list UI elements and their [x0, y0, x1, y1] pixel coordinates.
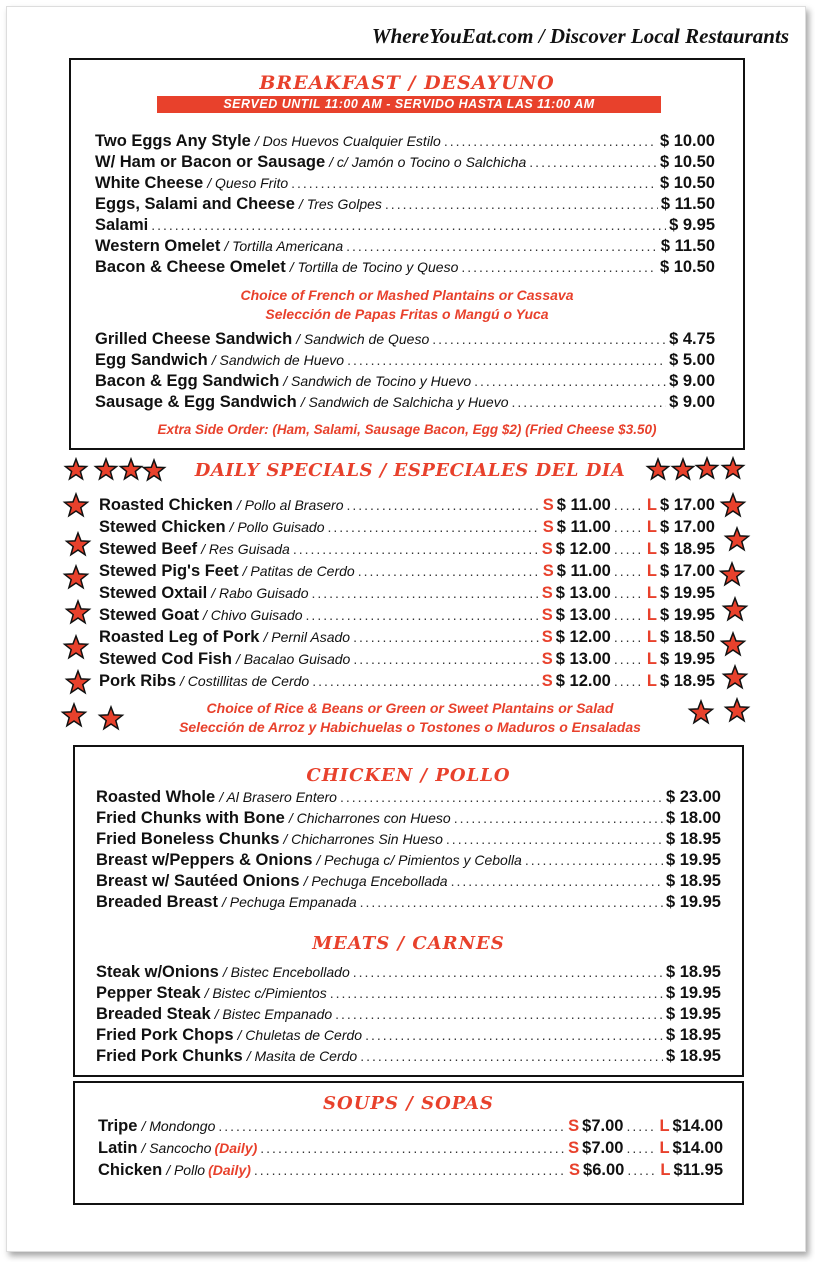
- site-header: WhereYouEat.com / Discover Local Restaurants: [371, 24, 789, 48]
- large-price: $ 17.00: [659, 496, 715, 514]
- large-price: $ 19.95: [659, 584, 715, 602]
- small-price: $7.00: [582, 1139, 624, 1157]
- item-spanish-name: / Chivo Guisado: [202, 607, 303, 623]
- chicken-meats-section: [73, 745, 744, 1077]
- star-icon: [724, 666, 747, 688]
- star-icon: [65, 636, 88, 658]
- menu-item: [98, 1117, 723, 1139]
- item-price: $ 18.95: [665, 872, 721, 890]
- item-price: $ 18.95: [665, 963, 721, 981]
- item-spanish-name: / Masita de Cerdo: [246, 1048, 358, 1064]
- large-price: $11.95: [673, 1161, 723, 1179]
- item-spanish-name: / Pollo: [166, 1162, 206, 1178]
- dot-leader: [626, 1118, 656, 1134]
- item-name: Pepper Steak: [96, 984, 201, 1002]
- extra-side-order: Extra Side Order: (Ham, Salami, Sausage Bacon, Egg $2) (Fried Cheese $3.50): [157, 422, 657, 437]
- dot-leader: [254, 1162, 566, 1178]
- item-name: Breaded Steak: [96, 1005, 211, 1023]
- star-icon: [648, 459, 669, 479]
- item-price: $ 19.95: [665, 1005, 721, 1023]
- menu-item: [96, 830, 721, 851]
- small-label: S: [542, 562, 554, 580]
- large-price: $ 19.95: [659, 650, 715, 668]
- small-price: $ 11.00: [556, 518, 611, 536]
- large-label: L: [646, 562, 657, 580]
- item-spanish-name: / Bistec c/Pimientos: [204, 985, 327, 1001]
- item-spanish-name: / Dos Huevos Cualquier Estilo: [254, 133, 441, 149]
- item-name: Egg Sandwich: [95, 351, 208, 369]
- star-icon: [121, 459, 142, 479]
- star-icon: [673, 459, 694, 479]
- item-price: $ 9.00: [669, 372, 715, 390]
- item-spanish-name: / Tortilla de Tocino y Queso: [289, 259, 459, 275]
- dot-leader: [451, 873, 663, 889]
- large-label: L: [659, 1117, 670, 1135]
- large-price: $ 17.00: [659, 562, 715, 580]
- item-spanish-name: / Sancocho: [141, 1140, 212, 1156]
- item-spanish-name: / Sandwich de Tocino y Huevo: [283, 373, 472, 389]
- star-icon: [100, 707, 123, 729]
- small-label: S: [542, 496, 554, 514]
- item-name: Stewed Chicken: [99, 518, 226, 536]
- item-spanish-name: / Bacalao Guisado: [235, 651, 351, 667]
- item-name: Sausage & Egg Sandwich: [95, 393, 297, 411]
- menu-item: [96, 872, 721, 893]
- large-label: L: [646, 606, 657, 624]
- breakfast-choice-en: Choice of French or Mashed Plantains or Cassava: [240, 287, 574, 303]
- breakfast-choice-es: Selección de Papas Fritas o Mangú o Yuca: [265, 306, 549, 322]
- small-price: $ 13.00: [555, 606, 611, 624]
- item-price: $ 10.50: [659, 153, 715, 171]
- menu-item: [96, 1026, 721, 1047]
- item-name: Western Omelet: [95, 237, 221, 255]
- star-icon: [67, 533, 90, 555]
- item-name: Roasted Chicken: [99, 496, 233, 514]
- breakfast-title: BREAKFAST / DESAYUNO: [259, 72, 555, 94]
- star-icon: [63, 704, 86, 726]
- large-label: L: [646, 628, 657, 646]
- star-icon: [690, 701, 713, 723]
- item-name: Breaded Breast: [96, 893, 218, 911]
- small-price: $ 12.00: [555, 540, 611, 558]
- item-spanish-name: / Rabo Guisado: [211, 585, 309, 601]
- star-icon: [724, 598, 747, 620]
- menu-item: [96, 788, 721, 809]
- item-name: White Cheese: [95, 174, 204, 192]
- large-price: $14.00: [672, 1139, 723, 1157]
- item-name: Pork Ribs: [99, 672, 177, 690]
- item-price: $ 10.50: [659, 258, 715, 276]
- item-name: Steak w/Onions: [96, 963, 219, 981]
- small-label: S: [541, 540, 553, 558]
- item-price: $ 23.00: [665, 788, 721, 806]
- item-name: Stewed Beef: [99, 540, 198, 558]
- item-spanish-name: / Res Guisada: [201, 541, 290, 557]
- small-label: S: [541, 650, 553, 668]
- small-price: $6.00: [583, 1161, 625, 1179]
- small-price: $ 12.00: [555, 628, 611, 646]
- item-name: Latin: [98, 1139, 138, 1157]
- dot-leader: [525, 852, 663, 868]
- menu-item: [96, 1047, 721, 1068]
- item-spanish-name: / Chicharrones con Hueso: [288, 810, 451, 826]
- small-label: S: [541, 628, 553, 646]
- item-spanish-name: / Pollo Guisado: [229, 519, 325, 535]
- item-spanish-name: / Queso Frito: [207, 175, 289, 191]
- large-label: L: [646, 672, 657, 690]
- dot-leader: [330, 985, 663, 1001]
- item-spanish-name: / c/ Jamón o Tocino o Salchicha: [329, 154, 527, 170]
- small-price: $7.00: [582, 1117, 624, 1135]
- large-label: L: [660, 1161, 671, 1179]
- item-name: Tripe: [98, 1117, 138, 1135]
- item-price: $ 18.95: [665, 830, 721, 848]
- item-name: Fried Chunks with Bone: [96, 809, 285, 827]
- item-price: $ 4.75: [669, 330, 715, 348]
- dot-leader: [626, 1140, 656, 1156]
- item-price: $ 18.95: [665, 1047, 721, 1065]
- menu-item: [96, 984, 721, 1005]
- menu-item: [96, 851, 721, 872]
- item-name: Roasted Leg of Pork: [99, 628, 260, 646]
- item-name: Fried Boneless Chunks: [96, 830, 280, 848]
- menu-item: [96, 963, 721, 984]
- dot-leader: [218, 1118, 565, 1134]
- item-spanish-name: / Sandwich de Huevo: [211, 352, 345, 368]
- item-price: $ 19.95: [665, 893, 721, 911]
- specials-choice-es: Selección de Arroz y Habichuelas o Tostones o Maduros o Ensaladas: [179, 719, 641, 735]
- star-icon: [144, 460, 165, 480]
- item-spanish-name: / Tortilla Americana: [224, 238, 344, 254]
- daily-tag: (Daily): [208, 1162, 251, 1178]
- soups-title: SOUPS / SOPAS: [323, 1093, 494, 1114]
- small-label: S: [541, 584, 553, 602]
- item-name: Salami: [95, 216, 149, 234]
- large-label: L: [646, 650, 657, 668]
- item-price: $ 18.95: [665, 1026, 721, 1044]
- dot-leader: [454, 810, 663, 826]
- small-price: $ 11.00: [556, 562, 611, 580]
- large-label: L: [659, 1139, 670, 1157]
- breakfast-hours-banner: SERVED UNTIL 11:00 AM - SERVIDO HASTA LAS 11:00 AM: [157, 96, 661, 113]
- small-price: $ 12.00: [555, 672, 611, 690]
- menu-item: [96, 893, 721, 914]
- item-price: $ 9.00: [669, 393, 715, 411]
- large-price: $ 18.95: [659, 540, 715, 558]
- star-icon: [697, 458, 718, 478]
- star-icon: [726, 528, 749, 550]
- small-price: $ 13.00: [555, 584, 611, 602]
- item-spanish-name: / Bistec Encebollado: [222, 964, 350, 980]
- item-spanish-name: / Pechuga Encebollada: [303, 873, 448, 889]
- item-price: $ 10.00: [659, 132, 715, 150]
- item-spanish-name: / Pollo al Brasero: [236, 497, 344, 513]
- large-label: L: [646, 518, 657, 536]
- item-spanish-name: / Pernil Asado: [263, 629, 351, 645]
- item-price: $ 5.00: [669, 351, 715, 369]
- item-name: Chicken: [98, 1161, 163, 1179]
- item-spanish-name: / Sandwich de Queso: [296, 331, 430, 347]
- item-name: Bacon & Egg Sandwich: [95, 372, 280, 390]
- star-icon: [67, 671, 90, 693]
- chicken-title: CHICKEN / POLLO: [306, 765, 511, 786]
- item-price: $ 19.95: [665, 984, 721, 1002]
- item-spanish-name: / Al Brasero Entero: [219, 789, 337, 805]
- item-price: $ 10.50: [659, 174, 715, 192]
- dot-leader: [627, 1162, 657, 1178]
- small-label: S: [541, 672, 553, 690]
- item-spanish-name: / Pechuga c/ Pimientos y Cebolla: [316, 852, 522, 868]
- item-spanish-name: / Pechuga Empanada: [221, 894, 357, 910]
- star-icon: [65, 494, 88, 516]
- item-spanish-name: / Tres Golpes: [298, 196, 382, 212]
- item-name: Roasted Whole: [96, 788, 216, 806]
- large-price: $ 18.95: [659, 672, 715, 690]
- item-name: Breast w/Peppers & Onions: [96, 851, 313, 869]
- star-icon: [723, 458, 744, 478]
- menu-item: [98, 1161, 723, 1183]
- item-spanish-name: / Chuletas de Cerdo: [237, 1027, 363, 1043]
- star-icon: [722, 494, 745, 516]
- item-name: Eggs, Salami and Cheese: [95, 195, 295, 213]
- item-spanish-name: / Mondongo: [141, 1118, 216, 1134]
- star-icon: [726, 699, 749, 721]
- large-price: $14.00: [672, 1117, 723, 1135]
- item-name: Stewed Cod Fish: [99, 650, 232, 668]
- item-spanish-name: / Bistec Empanado: [214, 1006, 333, 1022]
- item-spanish-name: / Sandwich de Salchicha y Huevo: [300, 394, 509, 410]
- star-icon: [722, 633, 745, 655]
- large-price: $ 17.00: [659, 518, 715, 536]
- item-name: Two Eggs Any Style: [95, 132, 251, 150]
- item-price: $ 11.50: [660, 195, 715, 213]
- menu-item: [96, 1005, 721, 1026]
- dot-leader: [353, 964, 663, 980]
- small-label: S: [568, 1117, 580, 1135]
- item-name: Bacon & Cheese Omelet: [95, 258, 286, 276]
- item-price: $ 9.95: [669, 216, 715, 234]
- item-name: Breast w/ Sautéed Onions: [96, 872, 300, 890]
- item-price: $ 11.50: [660, 237, 715, 255]
- small-price: $ 11.00: [556, 496, 611, 514]
- star-icon: [67, 601, 90, 623]
- star-icon: [721, 563, 744, 585]
- item-name: Stewed Oxtail: [99, 584, 208, 602]
- dot-leader: [360, 1048, 663, 1064]
- daily-tag: (Daily): [214, 1140, 258, 1156]
- item-name: Fried Pork Chops: [96, 1026, 234, 1044]
- item-spanish-name: / Costillitas de Cerdo: [180, 673, 310, 689]
- meats-title: MEATS / CARNES: [312, 933, 505, 954]
- soups-section: [73, 1081, 744, 1205]
- large-label: L: [646, 496, 657, 514]
- small-label: S: [541, 606, 553, 624]
- large-label: L: [646, 584, 657, 602]
- specials-choice-en: Choice of Rice & Beans or Green or Sweet Plantains or Salad: [206, 700, 614, 716]
- dot-leader: [335, 1006, 663, 1022]
- dot-leader: [360, 894, 663, 910]
- star-icon: [66, 459, 87, 479]
- small-label: S: [568, 1139, 580, 1157]
- dot-leader: [340, 789, 663, 805]
- large-price: $ 18.50: [659, 628, 715, 646]
- menu-item: [98, 1139, 723, 1161]
- item-price: $ 19.95: [665, 851, 721, 869]
- dot-leader: [260, 1140, 565, 1156]
- item-name: Fried Pork Chunks: [96, 1047, 243, 1065]
- small-price: $ 13.00: [555, 650, 611, 668]
- large-label: L: [646, 540, 657, 558]
- dot-leader: [365, 1027, 663, 1043]
- item-name: Grilled Cheese Sandwich: [95, 330, 293, 348]
- star-icon: [65, 566, 88, 588]
- item-spanish-name: / Chicharrones Sin Hueso: [283, 831, 443, 847]
- menu-item: [96, 809, 721, 830]
- item-name: W/ Ham or Bacon or Sausage: [95, 153, 326, 171]
- dot-leader: [446, 831, 663, 847]
- item-name: Stewed Goat: [99, 606, 199, 624]
- specials-title: DAILY SPECIALS / ESPECIALES DEL DIA: [194, 460, 626, 481]
- item-price: $ 18.00: [665, 809, 721, 827]
- item-spanish-name: / Patitas de Cerdo: [242, 563, 355, 579]
- small-label: S: [569, 1161, 581, 1179]
- large-price: $ 19.95: [659, 606, 715, 624]
- small-label: S: [542, 518, 554, 536]
- star-icon: [96, 459, 117, 479]
- item-name: Stewed Pig's Feet: [99, 562, 239, 580]
